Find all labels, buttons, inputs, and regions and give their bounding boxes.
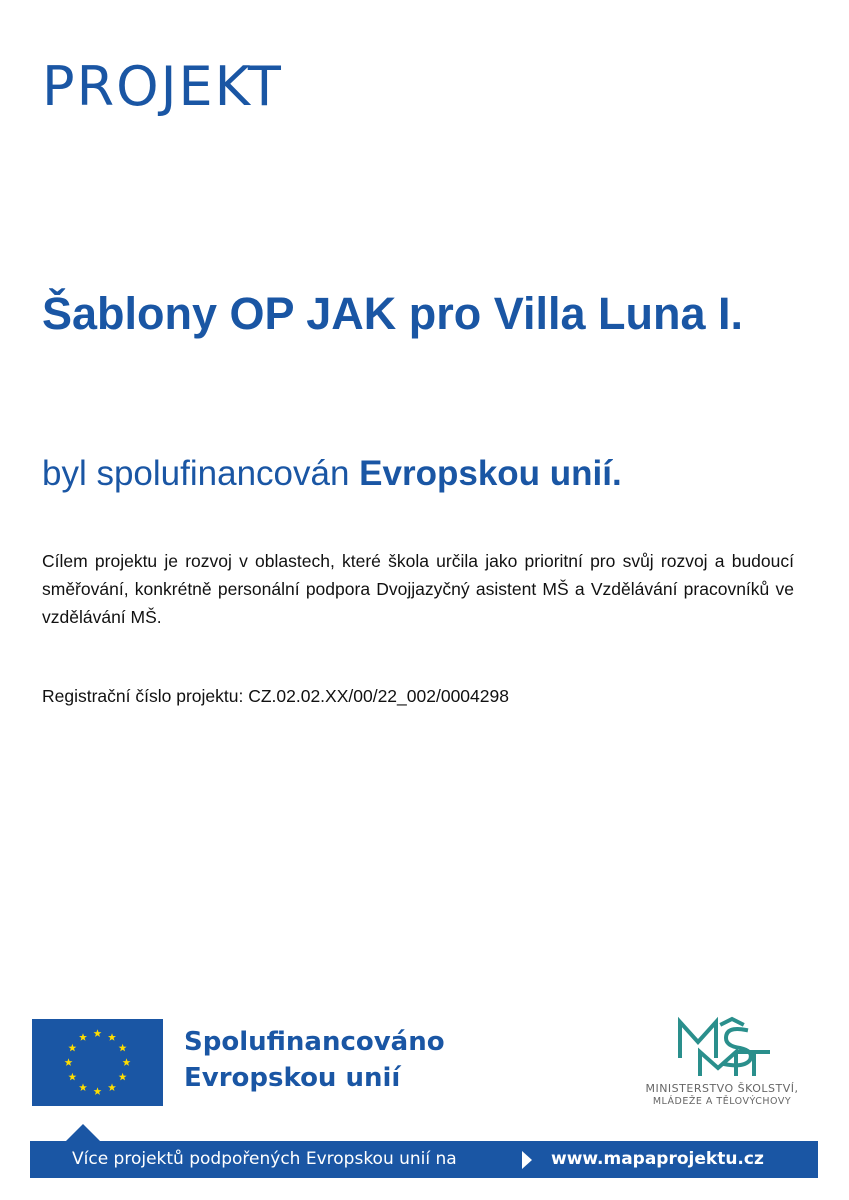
project-title: Šablony OP JAK pro Villa Luna I. <box>42 288 743 339</box>
play-arrow-icon <box>522 1151 532 1169</box>
eu-star-icon <box>94 1029 102 1037</box>
eu-star-icon <box>65 1058 73 1066</box>
eu-star-icon <box>68 1073 76 1081</box>
eu-star-icon <box>68 1044 76 1052</box>
banner-notch <box>66 1124 100 1141</box>
cofinance-statement <box>42 454 622 494</box>
eu-star-icon <box>123 1058 131 1066</box>
msmt-monogram-icon <box>622 1016 822 1080</box>
eu-star-icon <box>119 1044 127 1052</box>
banner-text: Více projektů podpořených Evropskou unií na <box>72 1149 457 1169</box>
eu-flag-icon <box>32 1019 163 1106</box>
eu-star-icon <box>79 1033 87 1041</box>
page-heading: PROJEKT <box>42 55 283 118</box>
ministry-name <box>622 1082 822 1108</box>
eu-star-icon <box>119 1073 127 1081</box>
msmt-logo <box>622 1016 822 1116</box>
eu-line-1: Spolufinancováno <box>184 1027 445 1057</box>
projects-map-banner[interactable] <box>30 1141 818 1178</box>
project-description: Cílem projektu je rozvoj v oblastech, které škola určila jako prioritní pro svůj rozvoj a budoucí směřování, konkrétně personální podpora Dvojjazyčný asistent MŠ a Vzdělávání pracovníků ve vzdělávání MŠ. <box>42 551 794 627</box>
eu-line-2: Evropskou unií <box>184 1063 401 1093</box>
eu-star-icon <box>108 1083 116 1091</box>
registration-number: Registrační číslo projektu: CZ.02.02.XX/00/22_002/0004298 <box>42 686 509 706</box>
cofinance-eu: Evropskou unií. <box>359 454 622 493</box>
ministry-name-line-2: MLÁDEŽE A TĚLOVÝCHOVY <box>652 1096 792 1107</box>
ministry-name-line-1: MINISTERSTVO ŠKOLSTVÍ, <box>645 1082 799 1095</box>
banner-url-link[interactable]: www.mapaprojektu.cz <box>551 1149 764 1169</box>
eu-cofinance-label <box>184 1024 445 1096</box>
cofinance-prefix: byl spolufinancován <box>42 454 350 493</box>
eu-star-icon <box>79 1083 87 1091</box>
eu-star-icon <box>108 1033 116 1041</box>
eu-star-icon <box>94 1087 102 1095</box>
